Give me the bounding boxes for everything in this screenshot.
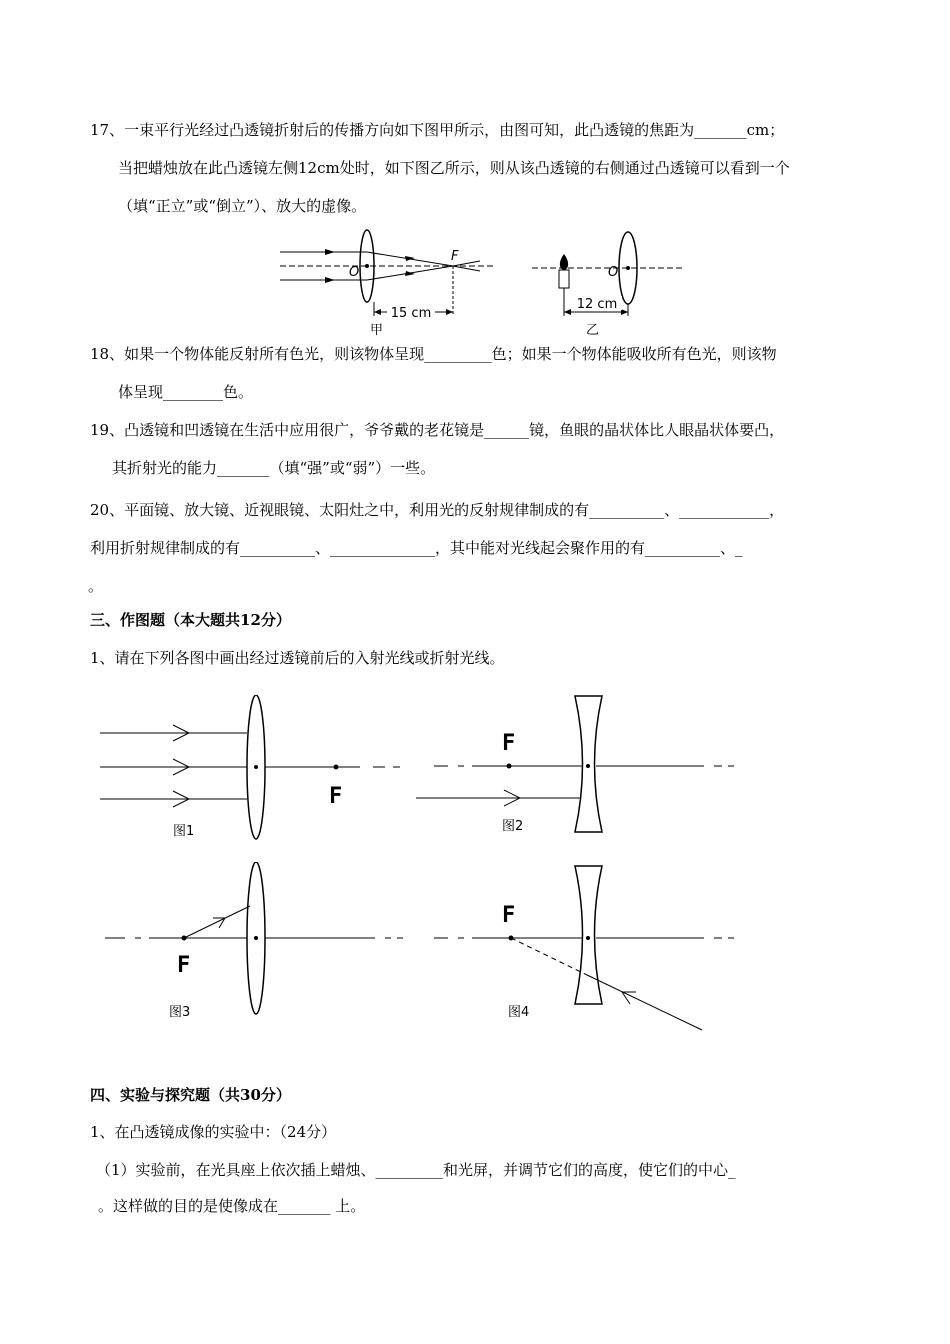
fig1-f-label: F <box>329 784 343 809</box>
jia-caption: 甲 <box>370 323 384 338</box>
section4-q1-1-line2: 。这样做的目的是使像成在_______ 上。 <box>98 1197 366 1215</box>
fig4-f-label: F <box>502 903 516 928</box>
q17-line2: 当把蜡烛放在此凸透镜左侧12cm处时，如下图乙所示，则从该凸透镜的右侧通过凸透镜可以看到一个 <box>118 159 790 177</box>
q20-line3: 。 <box>88 577 104 595</box>
yi-dist-label: 12 cm <box>576 297 618 312</box>
fig2-f-label: F <box>502 731 516 756</box>
fig2-caption: 图2 <box>502 819 524 834</box>
section4-q1-1-line1: （1）实验前，在光具座上依次插上蜡烛、_________和光屏，并调节它们的高度，使它们的中心_ <box>96 1161 736 1179</box>
figure-jia <box>275 228 515 338</box>
section4-q1: 1、在凸透镜成像的实验中：（24分） <box>90 1123 337 1141</box>
fig3-caption: 图3 <box>169 1005 191 1020</box>
figure-2 <box>412 692 742 842</box>
q18-line2: 体呈现________色。 <box>118 383 254 401</box>
q20-line2: 利用折射规律制成的有__________、______________，其中能对光线起会聚作用的有__________、_ <box>90 539 743 557</box>
figure-yi <box>528 228 698 338</box>
figure-1 <box>95 695 415 845</box>
figure-4 <box>412 862 742 1037</box>
q20-line1: 20、平面镜、放大镜、近视眼镜、太阳灶之中，利用光的反射规律制成的有__________、____________， <box>90 501 785 519</box>
section3-title: 三、作图题（本大题共12分） <box>90 611 291 629</box>
figure-3 <box>95 862 415 1022</box>
q18-line1: 18、如果一个物体能反射所有色光，则该物体呈现_________色；如果一个物体能吸收所有色光，则该物 <box>90 345 777 363</box>
section4-title: 四、实验与探究题（共30分） <box>90 1086 291 1104</box>
q19-line2: 其折射光的能力_______（填“强”或“弱”）一些。 <box>112 459 436 477</box>
q17-line3: （填“正立”或“倒立”）、放大的虚像。 <box>118 197 367 215</box>
yi-o-label: O <box>608 265 619 280</box>
fig3-f-label: F <box>177 953 191 978</box>
jia-dist-label: 15 cm <box>390 306 432 321</box>
jia-f-label: F <box>451 249 459 264</box>
q17-line1: 17、一束平行光经过凸透镜折射后的传播方向如下图甲所示，由图可知，此凸透镜的焦距为_______cm； <box>90 121 785 139</box>
yi-caption: 乙 <box>586 323 600 338</box>
q19-line1: 19、凸透镜和凹透镜在生活中应用很广，爷爷戴的老花镜是______镜，鱼眼的晶状体比人眼晶状体要凸， <box>90 421 785 439</box>
fig1-caption: 图1 <box>173 824 195 839</box>
fig4-caption: 图4 <box>508 1005 530 1020</box>
section3-q1: 1、请在下列各图中画出经过透镜前后的入射光线或折射光线。 <box>90 649 505 667</box>
jia-o-label: O <box>349 265 360 280</box>
